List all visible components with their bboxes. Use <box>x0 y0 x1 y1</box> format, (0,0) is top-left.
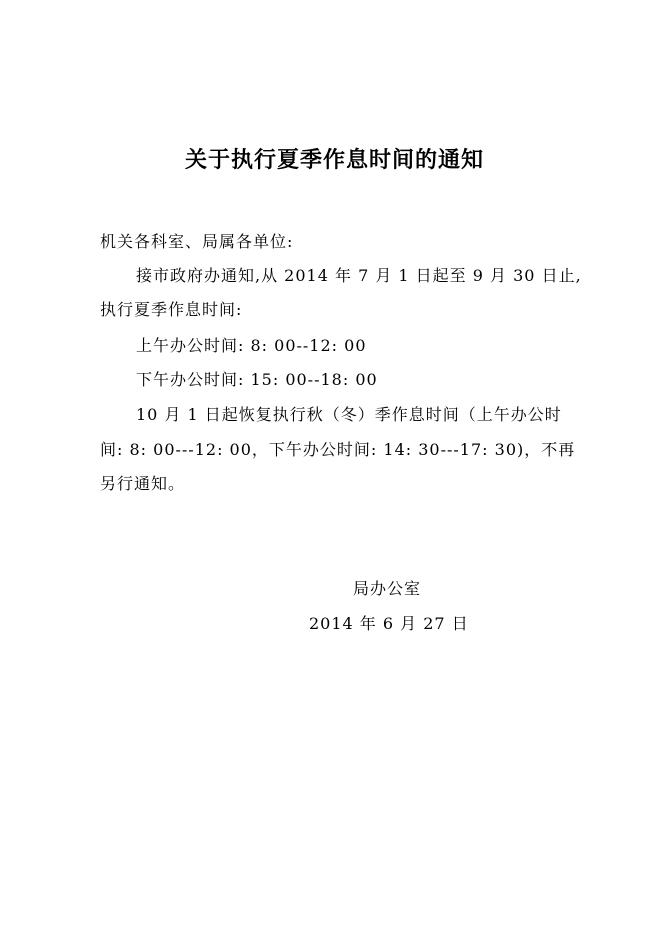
paragraph-1-line-1: 接市政府办通知,从 2014 年 7 月 1 日起至 9 月 30 日止, <box>136 266 582 285</box>
afternoon-hours: 下午办公时间: 15: 00--18: 00 <box>136 370 378 389</box>
salutation: 机关各科室、局属各单位: <box>100 232 294 251</box>
morning-hours: 上午办公时间: 8: 00--12: 00 <box>136 336 367 355</box>
signature-org: 局办公室 <box>353 579 422 598</box>
paragraph-1-line-2: 执行夏季作息时间: <box>100 300 243 319</box>
paragraph-2-line-3: 另行通知。 <box>100 474 186 493</box>
paragraph-2-line-2: 间: 8: 00---12: 00，下午办公时间: 14: 30---17: 30)，不再 <box>100 440 576 459</box>
signature-date: 2014 年 6 月 27 日 <box>309 614 469 633</box>
document-title: 关于执行夏季作息时间的通知 <box>184 147 484 173</box>
paragraph-2-line-1: 10 月 1 日起恢复执行秋（冬）季作息时间（上午办公时 <box>136 405 562 424</box>
